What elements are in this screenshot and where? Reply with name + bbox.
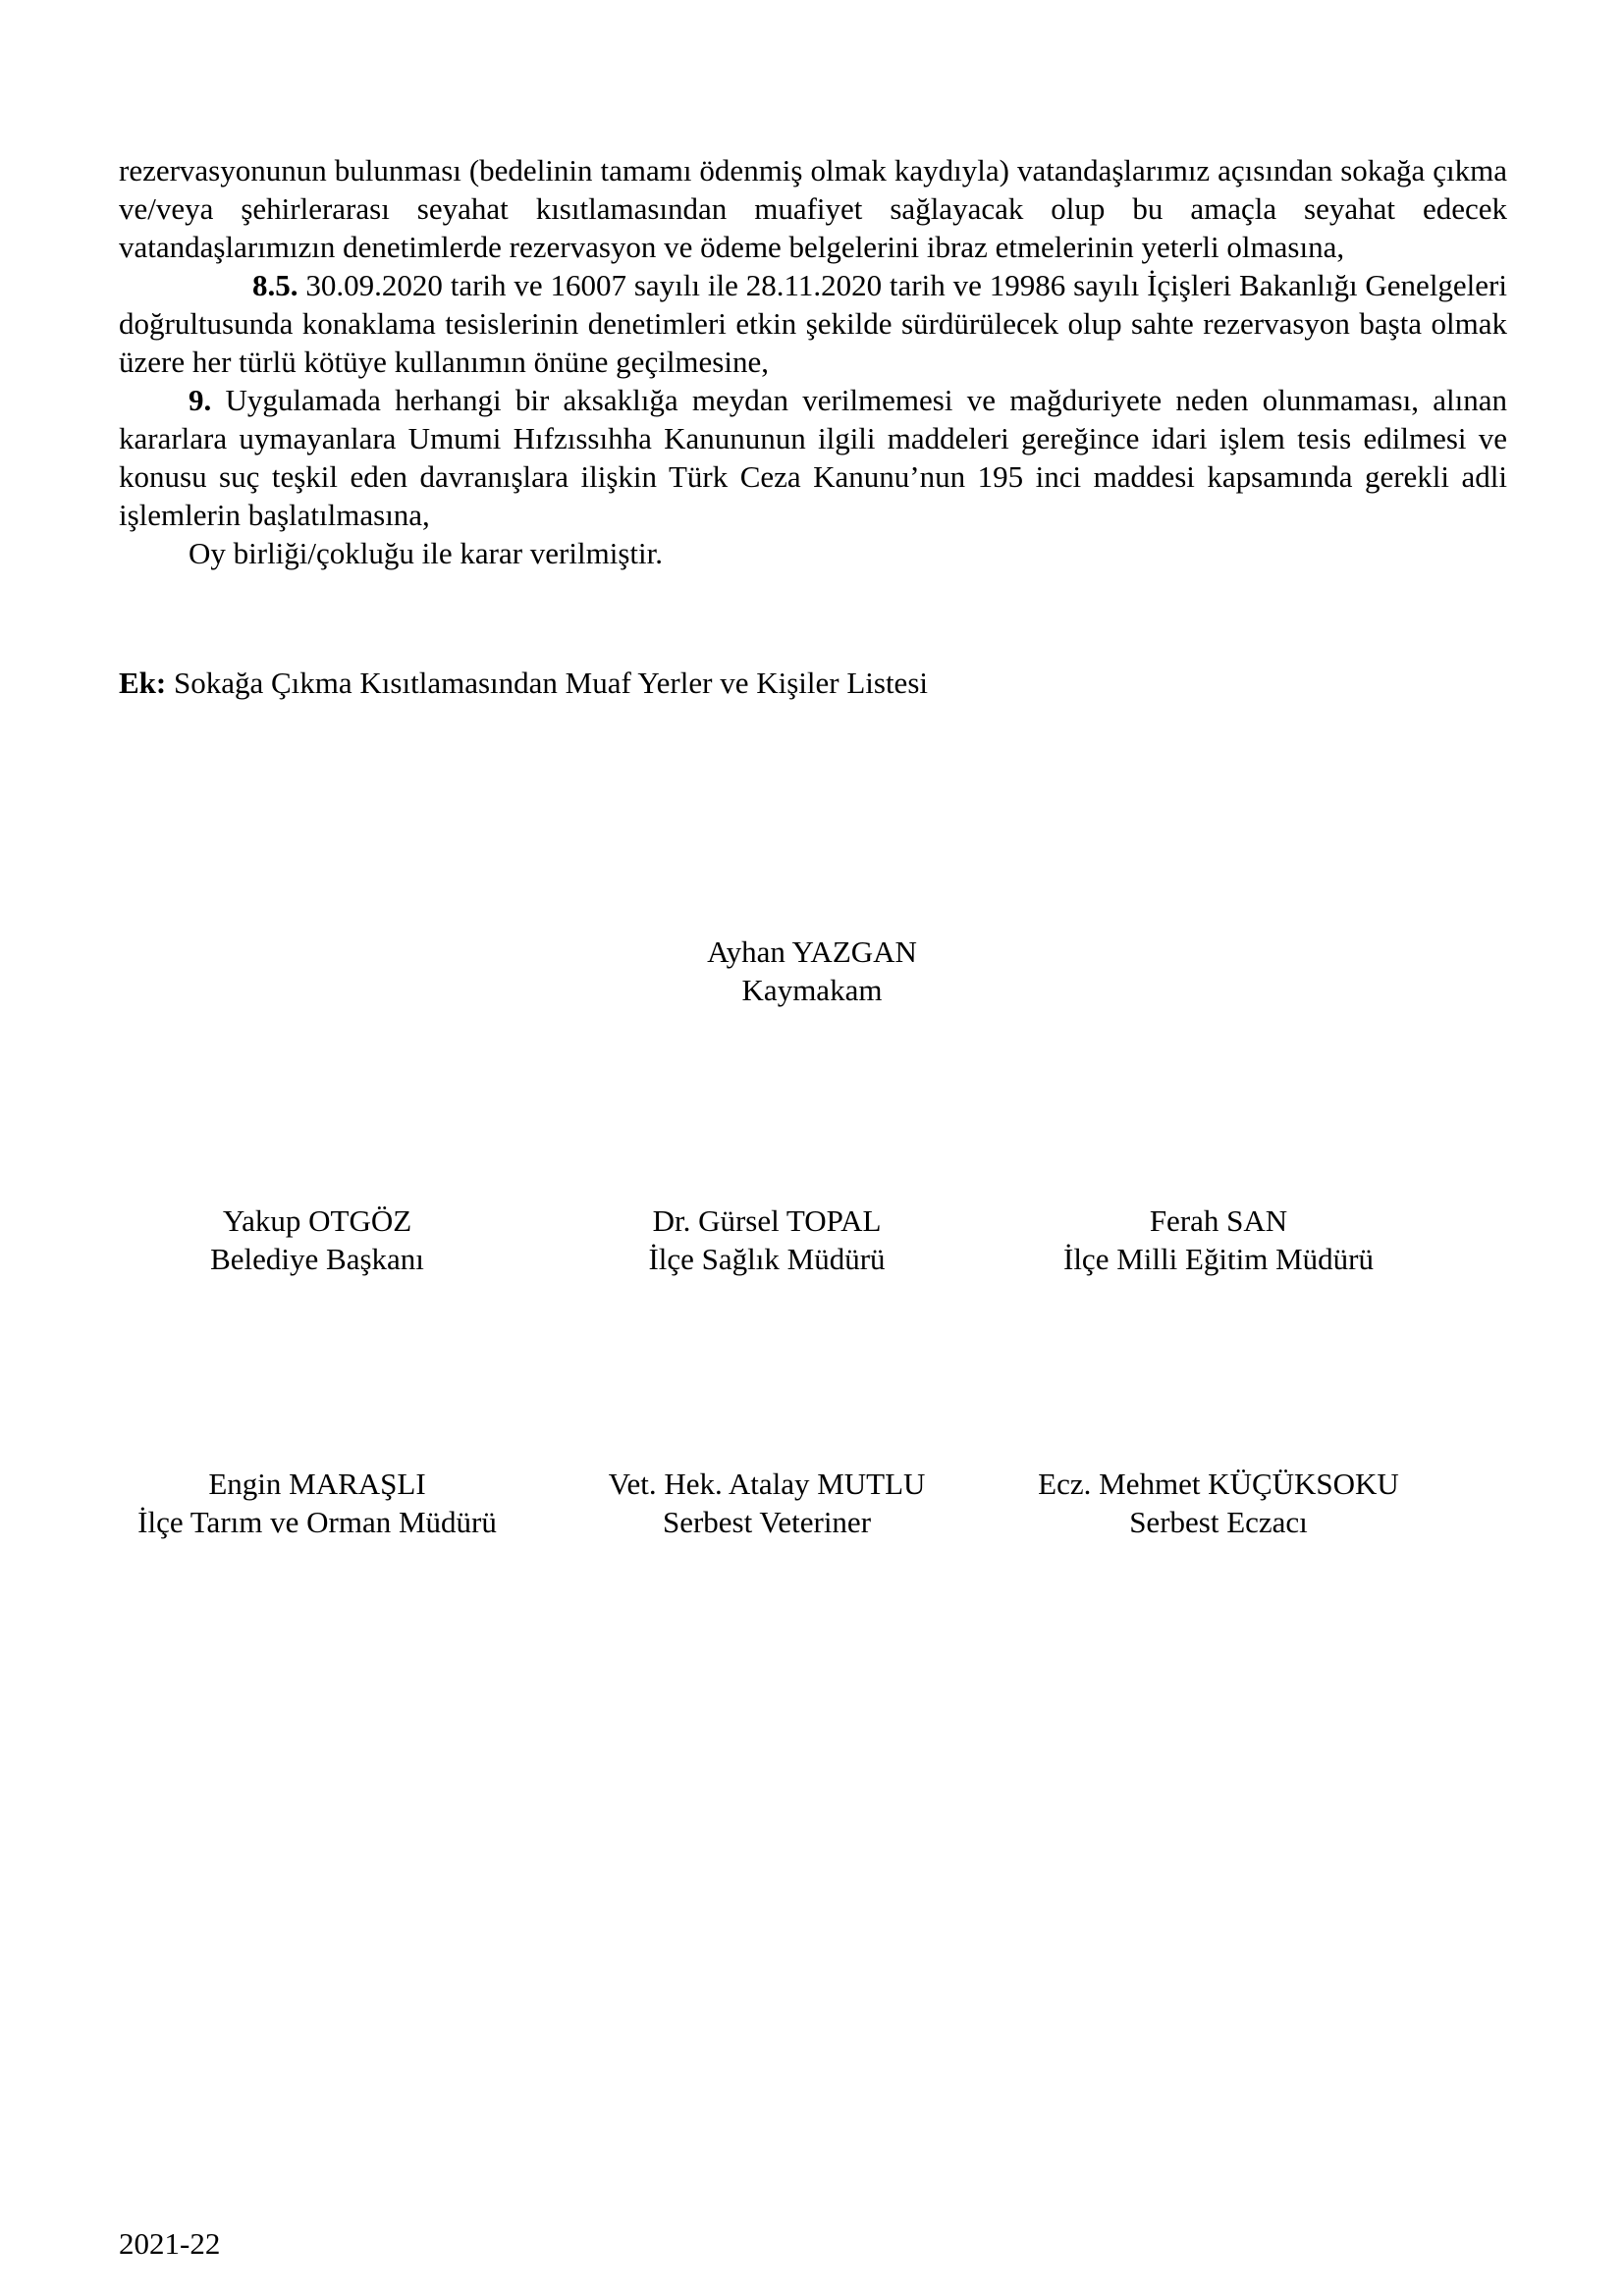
signatory-name: Yakup OTGÖZ (222, 1203, 412, 1238)
signature-mayor (121, 1201, 514, 1278)
signatory-name: Ecz. Mehmet KÜÇÜKSOKU (1038, 1467, 1399, 1501)
signature-chair (616, 933, 1008, 1009)
signature-agriculture-director (121, 1465, 514, 1541)
item-number-9: 9. (189, 383, 212, 417)
signatory-title: Serbest Veteriner (662, 1505, 872, 1539)
signatory-title: Belediye Başkanı (210, 1242, 424, 1276)
annex-label: Ek: (119, 666, 167, 700)
annex-text: Sokağa Çıkma Kısıtlamasından Muaf Yerler ve Kişiler Listesi (166, 666, 928, 700)
paragraph-9 (119, 381, 1507, 534)
paragraph-8-5-text: 30.09.2020 tarih ve 16007 sayılı ile 28.11.2020 tarih ve 19986 sayılı İçişleri Bakanlığı Genelgeleri doğrultusunda konaklama tesislerinin denetimleri etkin şekilde sürdürülecek olup sahte rezervasyon başta olmak üzere her türlü kötüye kullanımın önüne geçilmesine, (119, 268, 1507, 379)
signature-health-director (570, 1201, 963, 1278)
signatory-title: İlçe Milli Eğitim Müdürü (1063, 1242, 1374, 1276)
decision-body (119, 151, 1507, 572)
signatory-title: Kaymakam (741, 973, 883, 1007)
signature-education-director (1022, 1201, 1415, 1278)
signatory-name: Engin MARAŞLI (208, 1467, 426, 1501)
signature-pharmacist (1022, 1465, 1415, 1541)
item-number-8-5: 8.5. (252, 268, 298, 302)
signatory-name: Ayhan YAZGAN (707, 934, 917, 969)
signatory-name: Ferah SAN (1149, 1203, 1288, 1238)
document-code: 2021-22 (119, 2226, 221, 2261)
annex-line (119, 664, 928, 702)
paragraph-vote: Oy birliği/çokluğu ile karar verilmiştir. (189, 536, 663, 570)
paragraph-reservation: rezervasyonunun bulunması (bedelinin tamamı ödenmiş olmak kaydıyla) vatandaşlarımız açısından sokağa çıkma ve/veya şehirlerarası seyahat kısıtlamasından muafiyet sağlayacak olup bu amaçla seyahat edecek vatandaşlarımızın denetimlerde rezervasyon ve ödeme belgelerini ibraz etmelerinin yeterli olmasına, (119, 153, 1507, 264)
signatory-title: İlçe Tarım ve Orman Müdürü (137, 1505, 497, 1539)
signatory-title: İlçe Sağlık Müdürü (648, 1242, 886, 1276)
signatory-name: Dr. Gürsel TOPAL (652, 1203, 882, 1238)
paragraph-8-5 (119, 266, 1507, 381)
paragraph-9-text: Uygulamada herhangi bir aksaklığa meydan verilmemesi ve mağduriyete neden olunmaması, alınan kararlara uymayanlara Umumi Hıfzıssıhha Kanununun ilgili maddeleri gereğince idari işlem tesis edilmesi ve konusu suç teşkil eden davranışlara ilişkin Türk Ceza Kanunu’nun 195 inci maddesi kapsamında gerekli adli işlemlerin başlatılmasına, (119, 383, 1507, 532)
signature-veterinarian (570, 1465, 963, 1541)
signatory-name: Vet. Hek. Atalay MUTLU (608, 1467, 926, 1501)
signatory-title: Serbest Eczacı (1129, 1505, 1308, 1539)
